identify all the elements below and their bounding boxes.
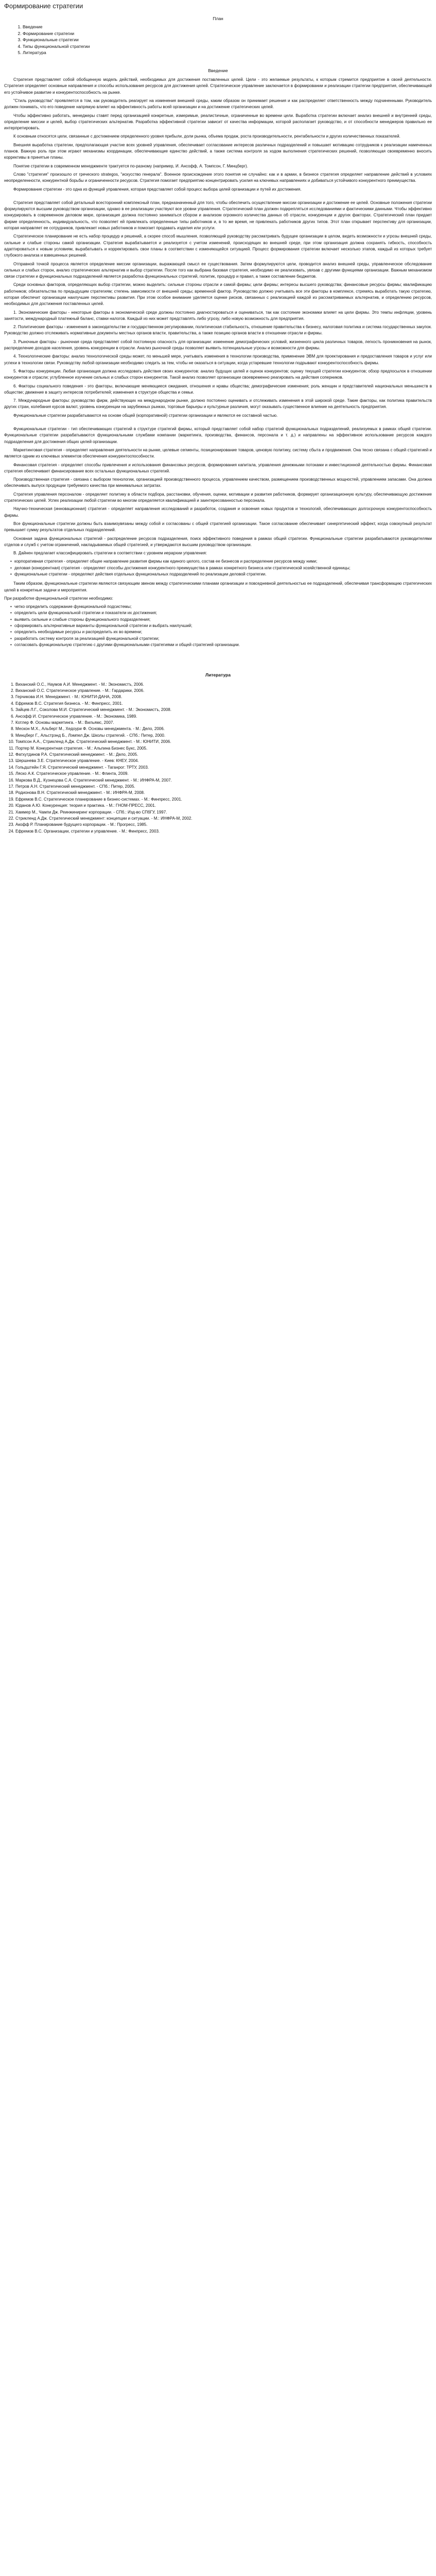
- paragraph: Таким образом, функциональные стратегии являются связующим звеном между стратегическими планами организации и повседневной деятельностью ее подразделений, обеспечивая трансформацию стратегических целей в конкретные задачи и мероприятия.: [4, 581, 432, 592]
- reference-item: 14. Гольдштейн Г.Я. Стратегический менеджмент. - Таганрог: ТРТУ, 2003.: [15, 765, 432, 771]
- paragraph: Функциональные стратегии - тип обеспечивающих стратегий в структуре стратегий фирмы, который представляет собой набор стратегий функциональных подразделений, реализуемых в рамках общей стратегии. Функциональные стратегии разрабатываются функциональными службами компании (маркетинга, производства, финансов, персонала и т. д.) и направлены на эффективное использование ресурсов каждого подразделения для достижения общих целей организации.: [4, 427, 432, 444]
- list-item: • четко определить содержание функциональной подсистемы;: [10, 604, 432, 610]
- paragraph: Формирование стратегии - это одна из функций управления, которая представляет собой процесс выбора целей организации и путей их достижения.: [13, 187, 302, 192]
- reference-item: 2. Виханский О.С. Стратегическое управление. - М.: Гардарики, 2006.: [15, 688, 432, 694]
- list-item: • разработать систему контроля за реализацией функциональной стратегии;: [10, 636, 432, 642]
- reference-item: 18. Родионова В.Н. Стратегический менеджмент. - М.: ИНФРА-М, 2008.: [15, 790, 432, 796]
- paragraph: Стратегическое планирование не есть набор процедур и решений, а скорее способ мышления, позволяющий руководству рассматривать будущее организации в целом, видеть возможности и угрозы внешней среды, сильные и слабые стороны самой организации. Стратегия вырабатывается и реализуется с учетом изменений, происходящих во внешней среде, при этом организация должна сохранять гибкость, способность адаптироваться к новым условиям, вырабатывать и корректировать свои планы в соответствии с изменяющейся ситуацией. Процесс формирования стратегии включает несколько этапов, каждый из которых требует глубокого анализа и взвешенных решений.: [4, 234, 432, 258]
- reference-item: 19. Ефремов В.С. Стратегическое планирование в бизнес-системах. - М.: Финпресс, 2001.: [15, 796, 432, 803]
- paragraph: 3. Рыночные факторы - рыночная среда представляет собой постоянную опасность для организации: изменение демографических условий, жизненного цикла различных товаров, легкость проникновения на рынок, распределение доходов населения, уровень конкуренции в отрасли. Анализ рыночной среды позволяет выявить потенциальные угрозы и возможности для фирмы.: [4, 339, 432, 351]
- toc-item: 4. Типы функциональной стратегии: [23, 43, 432, 50]
- paragraph: Маркетинговая стратегия - определяет направления деятельности на рынке, целевые сегменты, позиционирование товаров, ценовую политику, систему сбыта и продвижения. Она тесно связана с общей стратегией и является одним из ключевых элементов обеспечения конкурентоспособности.: [4, 447, 432, 459]
- paragraph: 4. Технологические факторы: анализ технологической среды может, по меньшей мере, учитывать изменения в технологии производства, применение ЭВМ для проектирования и предоставления товаров и услуг или успехи в технологии связи. Руководству любой организации необходимо следить за тем, чтобы не оказаться в ситуации, когда устаревшие технологии подрывают конкурентоспособность фирмы.: [4, 354, 432, 365]
- toc-item: 5. Литература: [23, 49, 432, 56]
- list-item: • согласовать функциональную стратегию с другими функциональными стратегиями и общей стратегией организации.: [10, 642, 432, 648]
- paragraph: Финансовая стратегия - определяет способы привлечения и использования финансовых ресурсов, формирования капитала, управления денежными потоками и инвестиционной деятельностью фирмы. Финансовая стратегия обеспечивает финансирование всех остальных функциональных стратегий.: [4, 462, 432, 473]
- list-item: • сформировать альтернативные варианты функциональной стратегии и выбрать наилучший;: [10, 623, 432, 629]
- reference-item: 21. Хаммер М., Чампи Дж. Реинжиниринг корпорации. - СПб.: Изд-во СПбГУ, 1997.: [15, 809, 432, 816]
- reference-item: 20. Юданов А.Ю. Конкуренция: теория и практика. - М.: ГНОМ-ПРЕСС, 2001.: [15, 803, 432, 809]
- paragraph: "Стиль руководства" проявляется в том, как руководитель реагирует на изменения внешней среды, каким образом он принимает решения и как распределяет ответственность между подчиненными. Руководитель должен понимать, что его поведение напрямую влияет на эффективность работы всей организации и на достижение стратегических целей.: [4, 98, 432, 110]
- reference-item: 4. Ефремов В.С. Стратегия бизнеса. - М.: Финпресс, 2001.: [15, 701, 432, 707]
- reference-item: 3. Герчикова И.Н. Менеджмент. - М.: ЮНИТИ-ДАНА, 2008.: [15, 694, 432, 700]
- bullet-list: [4, 604, 432, 648]
- page-title: Формирование стратегии: [4, 2, 83, 10]
- reference-item: 16. Маркова В.Д., Кузнецова С.А. Стратегический менеджмент. - М.: ИНФРА-М, 2007.: [15, 777, 432, 784]
- paragraph: 5. Факторы конкуренции. Любая организация должна исследовать действия своих конкурентов: анализ будущих целей и оценок конкурентов; оценку текущей стратегии конкурентов; обзор предпосылок в отношении конкурентов и отрасли; углубленное изучение сильных и слабых сторон конкурентов. Такой анализ позволяет организации своевременно реагировать на действия соперников.: [4, 368, 432, 380]
- intro-section: [4, 77, 432, 193]
- paragraph: Среди основных факторов, определяющих выбор стратегии, можно выделить: сильные стороны отрасли и самой фирмы; цели фирмы; интересы высшего руководства; финансовые ресурсы фирмы; квалификацию работников; обязательства по предыдущим стратегиям; степень зависимости от внешней среды; временной фактор. Руководство должно учитывать все эти факторы в комплексе, стремясь выработать такую стратегию, которая обеспечит организации наилучшие перспективы развития. При этом особое внимание уделяется оценке рисков, связанных с реализацией каждой из рассматриваемых альтернатив, и определению ресурсов, необходимых для достижения поставленных целей.: [4, 282, 432, 307]
- reference-item: 11. Портер М. Конкурентная стратегия. - М.: Альпина Бизнес Букс, 2005.: [15, 745, 432, 752]
- paragraph: Все функциональные стратегии должны быть взаимоувязаны между собой и согласованы с общей стратегией организации. Такое согласование обеспечивает синергетический эффект, когда совокупный результат превышает сумму результатов отдельных подразделений.: [4, 521, 432, 533]
- reference-item: 13. Шершнева З.Е. Стратегическое управление. - Киев: КНЕУ, 2004.: [15, 758, 432, 764]
- list-item: • определить необходимые ресурсы и распределить их во времени;: [10, 629, 432, 635]
- reference-item: 24. Ефремов В.С. Организации, стратегии и управление. - М.: Финпресс, 2003.: [15, 828, 432, 835]
- main-section: [4, 200, 432, 419]
- list-item: • корпоративная стратегия - определяет общее направление развития фирмы как единого целого, состав ее бизнесов и распределение ресурсов между ними;: [10, 558, 432, 565]
- reference-item: 10. Томпсон А.А., Стрикленд А.Дж. Стратегический менеджмент. - М.: ЮНИТИ, 2006.: [15, 739, 432, 745]
- paragraph: Стратегия представляет собой детальный всесторонний комплексный план, предназначенный для того, чтобы обеспечить осуществление миссии организации и достижение ее целей. Основные положения стратегии формулируются высшим руководством организации, однако в ее реализации участвуют все уровни управления. Стратегический план должен подкрепляться исследованиями и фактическими данными. Чтобы эффективно конкурировать в современном деловом мире, организация должна постоянно заниматься сбором и анализом огромного количества данных об отрасли, конкуренции и других факторах. Стратегический план придает фирме определенность, индивидуальность, что позволяет ей привлекать определенные типы работников и, в то же время, не привлекать работников других типов. Этот план открывает перспективу для организации, которая направляет ее сотрудников, привлекает новых работников и помогает продавать изделия или услуги.: [4, 200, 432, 231]
- paragraph: В. Дайнен предлагает классифицировать стратегии в соответствии с уровнем иерархии управления:: [13, 551, 207, 556]
- toc-item: 1. Введение: [23, 24, 432, 30]
- toc-item: 2. Формирование стратегии: [23, 30, 432, 37]
- paragraph: Основная задача функциональных стратегий - распределение ресурсов подразделения, поиск эффективного поведения в рамках общей стратегии. Функциональные стратегии разрабатываются руководителями отделов и служб с учетом ограничений, накладываемых общей стратегией, и утверждаются высшим руководством организации.: [4, 536, 432, 547]
- plan-heading: План: [213, 16, 223, 21]
- reference-item: 6. Ансофф И. Стратегическое управление. - М.: Экономика, 1989.: [15, 714, 432, 720]
- paragraph: Производственная стратегия - связана с выбором технологии, организацией производственного процесса, управлением качеством, размещением производственных мощностей, управлением запасами. Она должна обеспечивать выпуск продукции требуемого качества при минимальных затратах.: [4, 477, 432, 488]
- reference-item: 23. Акофф Р. Планирование будущего корпорации. - М.: Прогресс, 1985.: [15, 822, 432, 828]
- intro-heading: Введение: [208, 67, 228, 73]
- paragraph: Понятие стратегии в современном менеджменте трактуется по-разному (например, И. Ансофф, А. Томпсон, Г. Минцберг).: [13, 163, 248, 168]
- reference-item: 8. Мескон М.Х., Альберт М., Хедоури Ф. Основы менеджмента. - М.: Дело, 2006.: [15, 726, 432, 732]
- references-list: [4, 682, 432, 835]
- reference-item: 15. Ляско А.К. Стратегическое управление. - М.: Флинта, 2009.: [15, 771, 432, 777]
- paragraph: К основным относятся цели, связанные с достижением определенного уровня прибыли, доли рынка, объема продаж, роста производительности, рентабельности и других количественных показателей.: [13, 134, 400, 139]
- list-item: • выявить сильные и слабые стороны функционального подразделения;: [10, 617, 432, 623]
- paragraph: Стратегия управления персоналом - определяет политику в области подбора, расстановки, обучения, оценки, мотивации и развития работников, формирует организационную культуру, обеспечивающую достижение стратегических целей. Успех реализации любой стратегии во многом определяется квалификацией и заинтересованностью персонала.: [4, 492, 432, 503]
- paragraph: 6. Факторы социального поведения - это факторы, включающие меняющиеся ожидания, отношения и нравы общества; демографические изменения; роль женщин и представителей национальных меньшинств в обществе; движение в защиту интересов потребителей; изменения в структуре общества и семьи.: [4, 383, 432, 395]
- paragraph: 2. Политические факторы - изменения в законодательстве и государственном регулировании, политическая стабильность, отношение правительства к бизнесу, налоговая политика и система государственных закупок. Руководство должно отслеживать нормативные документы местных органов власти, правительства, а также позицию органов власти в отношении отрасли и фирмы.: [4, 325, 432, 336]
- reference-item: 12. Фатхутдинов Р.А. Стратегический менеджмент. - М.: Дело, 2005.: [15, 752, 432, 758]
- document-page: [0, 0, 436, 840]
- paragraph: Слово "стратегия" произошло от греческого strategos, "искусство генерала". Военное происхождение этого понятия не случайно: как и в армии, в бизнесе стратегия определяет направление действий в условиях неопределенности, конкурентной борьбы и ограниченности ресурсов. Стратегия помогает предприятию концентрировать усилия на ключевых направлениях и добиваться устойчивого конкурентного преимущества.: [4, 172, 432, 183]
- bullet-list: [4, 558, 432, 578]
- functional-section: [4, 426, 432, 648]
- paragraph: Чтобы эффективно работать, менеджеры ставят перед организацией конкретные, измеримые, реалистичные, ограниченные во времени цели. Выработка стратегии включает анализ внешней и внутренней среды, определение миссии и целей, выбор стратегических альтернатив. Разработка эффективной стратегии зависит от качества информации, которой располагает руководство, и от способности менеджеров правильно ее интерпретировать.: [4, 113, 432, 131]
- reference-item: 17. Петров А.Н. Стратегический менеджмент. - СПб.: Питер, 2005.: [15, 784, 432, 790]
- reference-item: 7. Котлер Ф. Основы маркетинга. - М.: Вильямс, 2007.: [15, 720, 432, 726]
- reference-item: 1. Виханский О.С., Наумов А.И. Менеджмент. - М.: Экономистъ, 2006.: [15, 682, 432, 688]
- reference-item: 5. Зайцев Л.Г., Соколова М.И. Стратегический менеджмент. - М.: Экономистъ, 2008.: [15, 707, 432, 713]
- list-item: • деловая (конкурентная) стратегия - определяет способы достижения конкурентного преимущества в рамках конкретного бизнеса или стратегической хозяйственной единицы;: [10, 565, 432, 571]
- paragraph: 1. Экономические факторы - некоторые факторы в экономической среде должны постоянно диагностироваться и оцениваться, так как состояние экономики влияет на цели фирмы. Это темпы инфляции, уровень занятости, международный платежный баланс, ставки налогов. Каждый из них может представлять либо угрозу, либо новую возможность для предприятия.: [4, 310, 432, 321]
- paragraph: Внешняя выработка стратегии, предполагающая участие всех уровней управления, обеспечивает согласование интересов различных подразделений и повышает мотивацию сотрудников к реализации намеченных планов. Важную роль при этом играют механизмы координации, обеспечивающие единство действий, а также система контроля за ходом выполнения стратегических решений, позволяющая своевременно вносить коррективы в принятые планы.: [4, 142, 432, 160]
- paragraph: Стратегия представляет собой обобщенную модель действий, необходимых для достижения поставленных целей. Цели - это желаемые результаты, к которым стремится предприятие в своей деятельности. Стратегия определяет основные направления и способы использования ресурсов для достижения целей. Стратегическое управление заключается в формировании и реализации стратегии предприятия, обеспечивающей его устойчивое развитие и конкурентоспособность на рынке.: [4, 77, 432, 95]
- list-item: • определить цели функциональной стратегии и показатели их достижения;: [10, 610, 432, 616]
- paragraph: 7. Международные факторы: руководство фирм, действующих на международном рынке, должно постоянно оценивать и отслеживать изменения в этой широкой среде. Такие факторы, как политика правительств других стран, колебания курсов валют, уровень конкуренции на зарубежных рынках, торговые барьеры и культурные различия, могут оказывать существенное влияние на деятельность предприятия.: [4, 398, 432, 410]
- paragraph: При разработке функциональной стратегии необходимо:: [4, 596, 113, 601]
- paragraph: Функциональные стратегии разрабатываются на основе общей (корпоративной) стратегии организации и являются ее составной частью.: [13, 413, 278, 418]
- reference-item: 22. Стрикленд А.Дж. Стратегический менеджмент: концепции и ситуации. - М.: ИНФРА-М, 2002.: [15, 816, 432, 822]
- literature-heading: Литература: [205, 672, 231, 678]
- toc-item: 3. Функциональные стратегии: [23, 37, 432, 43]
- list-item: • функциональные стратегии - определяют действия отдельных функциональных подразделений по реализации деловой стратегии.: [10, 571, 432, 578]
- paragraph: Научно-техническая (инновационная) стратегия - определяет направления исследований и разработок, создания и освоения новых продуктов и технологий, обеспечивающих долгосрочную конкурентоспособность фирмы.: [4, 506, 432, 518]
- reference-item: 9. Минцберг Г., Альстрэнд Б., Лэмпел Дж. Школы стратегий. - СПб.: Питер, 2000.: [15, 733, 432, 739]
- table-of-contents: [4, 24, 432, 56]
- paragraph: Отправной точкой процесса является определение миссии организации, выражающей смысл ее существования. Затем формулируются цели, проводится анализ внешней среды, управленческое обследование сильных и слабых сторон, анализ стратегических альтернатив и выбор стратегии. После того как выбрана базовая стратегия, необходимо ее реализовать, увязав с другими функциями организации. Важным механизмом связи стратегии и функциональных подразделений является разработка функциональных стратегий, политик, процедур и правил, а также составление бюджетов.: [4, 261, 432, 279]
